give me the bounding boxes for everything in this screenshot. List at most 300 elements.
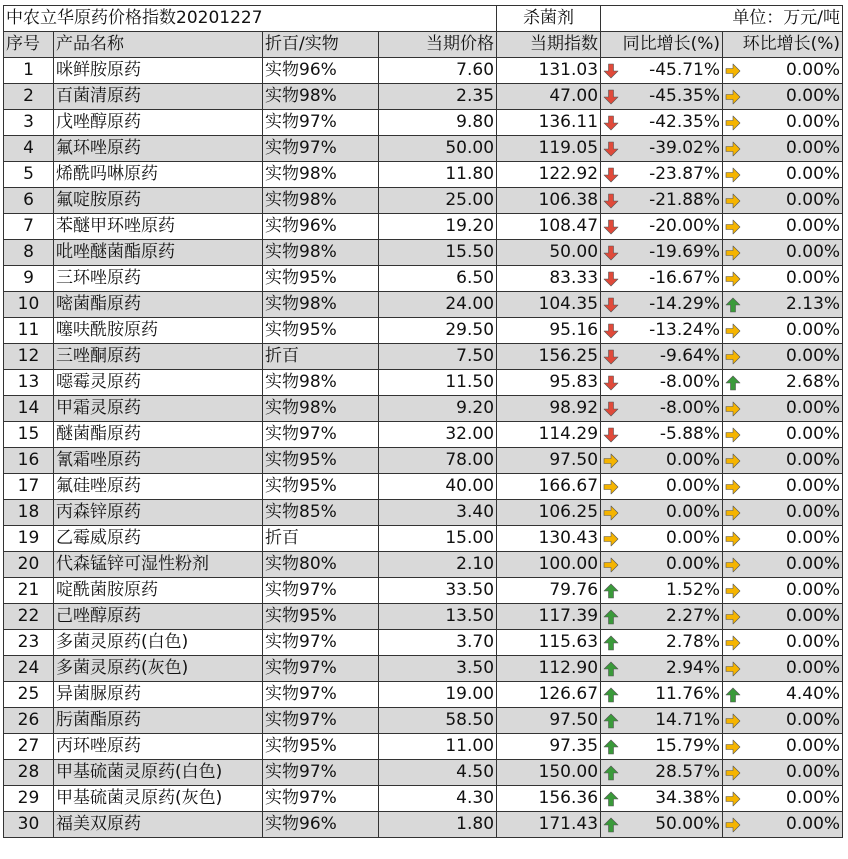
yoy-change — [601, 708, 723, 734]
product-form-text: 实物97% — [265, 424, 337, 444]
product-form-text: 实物98% — [265, 372, 337, 392]
yoy-change-text: 11.76% — [655, 684, 721, 704]
table-row — [4, 604, 843, 630]
row-no — [4, 266, 54, 292]
product-form-text: 实物95% — [265, 450, 337, 470]
product-name — [54, 448, 263, 474]
row-no — [4, 448, 54, 474]
product-form-text: 折百 — [265, 528, 299, 548]
arrow-down-icon — [603, 375, 619, 391]
mom-change — [723, 58, 843, 84]
current-index — [497, 266, 601, 292]
current-index-text: 166.67 — [538, 476, 599, 496]
arrow-down-icon — [603, 193, 619, 209]
mom-change-text: 0.00% — [786, 164, 841, 184]
product-form — [263, 708, 379, 734]
product-name — [54, 58, 263, 84]
current-index-text: 100.00 — [538, 554, 599, 574]
row-no — [4, 708, 54, 734]
table-row — [4, 370, 843, 396]
product-form-text: 实物97% — [265, 632, 337, 652]
current-price — [379, 396, 497, 422]
current-index-text: 114.29 — [538, 424, 599, 444]
current-price-text: 33.50 — [445, 580, 495, 600]
arrow-up-icon — [603, 739, 619, 755]
product-form-text: 实物98% — [265, 86, 337, 106]
current-price — [379, 240, 497, 266]
product-name-text: 噁霉灵原药 — [56, 372, 141, 392]
row-no — [4, 682, 54, 708]
mom-change — [723, 812, 843, 838]
product-name-text: 氟硅唑原药 — [56, 476, 141, 496]
yoy-change — [601, 266, 723, 292]
mom-change — [723, 760, 843, 786]
arrow-right-icon — [725, 661, 741, 677]
yoy-change — [601, 656, 723, 682]
current-price — [379, 370, 497, 396]
current-index-text: 112.90 — [538, 658, 599, 678]
product-form-text: 折百 — [265, 346, 299, 366]
row-no-text: 26 — [17, 710, 40, 730]
product-form-text: 实物95% — [265, 476, 337, 496]
arrow-right-icon — [725, 115, 741, 131]
current-price-text: 2.10 — [456, 554, 495, 574]
row-no — [4, 760, 54, 786]
row-no — [4, 396, 54, 422]
header-index: 当期指数 — [497, 32, 601, 58]
current-price — [379, 578, 497, 604]
current-index-text: 108.47 — [538, 216, 599, 236]
current-index-text: 47.00 — [549, 86, 599, 106]
table-row — [4, 214, 843, 240]
yoy-change — [601, 344, 723, 370]
current-price-text: 58.50 — [445, 710, 495, 730]
current-index — [497, 578, 601, 604]
current-price — [379, 448, 497, 474]
row-no — [4, 110, 54, 136]
current-index-text: 95.16 — [549, 320, 599, 340]
yoy-change-text: -14.29% — [649, 294, 721, 314]
row-no — [4, 136, 54, 162]
product-name — [54, 136, 263, 162]
yoy-change — [601, 110, 723, 136]
arrow-up-icon — [725, 297, 741, 313]
mom-change-text: 0.00% — [786, 320, 841, 340]
row-no-text: 3 — [23, 112, 34, 132]
product-name — [54, 266, 263, 292]
product-form-text: 实物95% — [265, 320, 337, 340]
arrow-down-icon — [603, 297, 619, 313]
mom-change — [723, 422, 843, 448]
product-form — [263, 500, 379, 526]
current-index-text: 95.83 — [549, 372, 599, 392]
product-form-text: 实物98% — [265, 164, 337, 184]
row-no — [4, 578, 54, 604]
current-price-text: 3.70 — [456, 632, 495, 652]
product-form-text: 实物97% — [265, 762, 337, 782]
current-price — [379, 266, 497, 292]
product-form — [263, 318, 379, 344]
current-index — [497, 604, 601, 630]
mom-change-text: 0.00% — [786, 762, 841, 782]
table-row — [4, 396, 843, 422]
yoy-change-text: 50.00% — [655, 814, 721, 834]
current-price — [379, 734, 497, 760]
row-no-text: 14 — [17, 398, 40, 418]
mom-change — [723, 552, 843, 578]
product-name — [54, 630, 263, 656]
yoy-change-text: 0.00% — [666, 554, 721, 574]
yoy-change-text: -8.00% — [659, 372, 721, 392]
mom-change-text: 0.00% — [786, 138, 841, 158]
product-form-text: 实物98% — [265, 242, 337, 262]
row-no-text: 18 — [17, 502, 40, 522]
yoy-change — [601, 760, 723, 786]
mom-change — [723, 318, 843, 344]
current-price — [379, 58, 497, 84]
mom-change-text: 0.00% — [786, 736, 841, 756]
current-price — [379, 214, 497, 240]
table-row — [4, 110, 843, 136]
yoy-change-text: 2.78% — [666, 632, 721, 652]
row-no — [4, 552, 54, 578]
product-form — [263, 370, 379, 396]
current-price-text: 13.50 — [445, 606, 495, 626]
current-index — [497, 734, 601, 760]
current-index — [497, 344, 601, 370]
product-form — [263, 188, 379, 214]
current-index-text: 156.25 — [538, 346, 599, 366]
row-no — [4, 630, 54, 656]
current-price — [379, 136, 497, 162]
current-index-text: 104.35 — [538, 294, 599, 314]
mom-change-text: 0.00% — [786, 580, 841, 600]
product-name-text: 丙森锌原药 — [56, 502, 141, 522]
title-row — [4, 6, 843, 32]
current-index-text: 79.76 — [549, 580, 599, 600]
table-row — [4, 656, 843, 682]
arrow-up-icon — [725, 375, 741, 391]
mom-change-text: 0.00% — [786, 112, 841, 132]
header-price: 当期价格 — [379, 32, 497, 58]
yoy-change-text: 0.00% — [666, 476, 721, 496]
product-form — [263, 526, 379, 552]
row-no — [4, 214, 54, 240]
current-price — [379, 422, 497, 448]
arrow-down-icon — [603, 167, 619, 183]
table-row — [4, 84, 843, 110]
mom-change-text: 0.00% — [786, 788, 841, 808]
mom-change-text: 2.13% — [786, 294, 841, 314]
mom-change-text: 0.00% — [786, 398, 841, 418]
product-name — [54, 162, 263, 188]
mom-change — [723, 734, 843, 760]
yoy-change-text: -8.00% — [659, 398, 721, 418]
product-form-text: 实物97% — [265, 684, 337, 704]
arrow-right-icon — [725, 505, 741, 521]
current-index — [497, 500, 601, 526]
table-row — [4, 240, 843, 266]
product-form — [263, 110, 379, 136]
row-no-text: 23 — [17, 632, 40, 652]
current-index — [497, 162, 601, 188]
arrow-right-icon — [725, 557, 741, 573]
yoy-change — [601, 370, 723, 396]
current-price — [379, 656, 497, 682]
yoy-change-text: -13.24% — [649, 320, 721, 340]
yoy-change-text: 15.79% — [655, 736, 721, 756]
unit-label: 单位：万元/吨 — [601, 6, 843, 32]
current-index — [497, 760, 601, 786]
mom-change — [723, 240, 843, 266]
current-index — [497, 656, 601, 682]
table-row — [4, 422, 843, 448]
product-form — [263, 292, 379, 318]
mom-change-text: 0.00% — [786, 528, 841, 548]
product-name-text: 己唑醇原药 — [56, 606, 141, 626]
mom-change — [723, 396, 843, 422]
current-price-text: 29.50 — [445, 320, 495, 340]
product-name — [54, 292, 263, 318]
product-name — [54, 474, 263, 500]
arrow-right-icon — [725, 453, 741, 469]
arrow-right-icon — [725, 609, 741, 625]
current-index-text: 97.50 — [549, 450, 599, 470]
product-name-text: 氟环唑原药 — [56, 138, 141, 158]
product-form-text: 实物97% — [265, 710, 337, 730]
table-row — [4, 448, 843, 474]
table-row — [4, 58, 843, 84]
mom-change-text: 0.00% — [786, 190, 841, 210]
current-index — [497, 110, 601, 136]
current-index — [497, 552, 601, 578]
current-price — [379, 682, 497, 708]
table-row — [4, 734, 843, 760]
arrow-up-icon — [603, 817, 619, 833]
product-name-text: 嘧菌酯原药 — [56, 294, 141, 314]
table-row — [4, 552, 843, 578]
product-name-text: 异菌脲原药 — [56, 684, 141, 704]
current-price — [379, 110, 497, 136]
mom-change-text: 0.00% — [786, 658, 841, 678]
row-no — [4, 318, 54, 344]
arrow-right-icon — [725, 765, 741, 781]
current-price — [379, 552, 497, 578]
product-name-text: 福美双原药 — [56, 814, 141, 834]
arrow-right-icon — [725, 245, 741, 261]
product-name — [54, 84, 263, 110]
current-price — [379, 162, 497, 188]
arrow-down-icon — [603, 245, 619, 261]
product-form-text: 实物96% — [265, 60, 337, 80]
arrow-right-icon — [725, 817, 741, 833]
product-form — [263, 812, 379, 838]
current-index-text: 171.43 — [538, 814, 599, 834]
current-index — [497, 422, 601, 448]
product-form — [263, 266, 379, 292]
arrow-up-icon — [603, 635, 619, 651]
yoy-change-text: 2.94% — [666, 658, 721, 678]
arrow-right-icon — [725, 427, 741, 443]
current-index-text: 50.00 — [549, 242, 599, 262]
current-index — [497, 396, 601, 422]
table-row — [4, 500, 843, 526]
product-form — [263, 604, 379, 630]
product-name-text: 甲基硫菌灵原药(灰色) — [56, 788, 223, 808]
product-name — [54, 500, 263, 526]
arrow-right-icon — [725, 349, 741, 365]
current-index-text: 97.50 — [549, 710, 599, 730]
current-price — [379, 84, 497, 110]
row-no — [4, 786, 54, 812]
mom-change — [723, 474, 843, 500]
current-index-text: 97.35 — [549, 736, 599, 756]
arrow-up-icon — [603, 713, 619, 729]
arrow-right-icon — [725, 791, 741, 807]
current-price — [379, 604, 497, 630]
arrow-right-icon — [725, 219, 741, 235]
product-name — [54, 552, 263, 578]
current-price-text: 11.50 — [445, 372, 495, 392]
product-form — [263, 578, 379, 604]
product-name-text: 烯酰吗啉原药 — [56, 164, 158, 184]
current-price-text: 19.00 — [445, 684, 495, 704]
yoy-change-text: 0.00% — [666, 528, 721, 548]
current-index — [497, 136, 601, 162]
current-price-text: 15.00 — [445, 528, 495, 548]
yoy-change-text: 0.00% — [666, 502, 721, 522]
product-name-text: 甲霜灵原药 — [56, 398, 141, 418]
row-no-text: 29 — [17, 788, 40, 808]
mom-change — [723, 578, 843, 604]
product-name — [54, 760, 263, 786]
yoy-change — [601, 396, 723, 422]
current-price-text: 40.00 — [445, 476, 495, 496]
table-row — [4, 812, 843, 838]
product-name-text: 代森锰锌可湿性粉剂 — [56, 554, 209, 574]
row-no-text: 17 — [17, 476, 40, 496]
mom-change-text: 0.00% — [786, 268, 841, 288]
current-price — [379, 786, 497, 812]
mom-change — [723, 266, 843, 292]
arrow-right-icon — [725, 401, 741, 417]
current-index — [497, 214, 601, 240]
mom-change — [723, 214, 843, 240]
table-row — [4, 136, 843, 162]
current-price-text: 2.35 — [456, 86, 495, 106]
current-index-text: 83.33 — [549, 268, 599, 288]
row-no — [4, 162, 54, 188]
product-name-text: 氟啶胺原药 — [56, 190, 141, 210]
yoy-change — [601, 214, 723, 240]
row-no — [4, 422, 54, 448]
row-no — [4, 292, 54, 318]
header-yoy: 同比增长(%) — [601, 32, 723, 58]
product-form-text: 实物97% — [265, 138, 337, 158]
arrow-down-icon — [603, 323, 619, 339]
mom-change-text: 0.00% — [786, 450, 841, 470]
row-no-text: 10 — [17, 294, 40, 314]
arrow-up-icon — [725, 687, 741, 703]
mom-change — [723, 292, 843, 318]
current-price-text: 24.00 — [445, 294, 495, 314]
mom-change — [723, 448, 843, 474]
product-form — [263, 630, 379, 656]
row-no — [4, 734, 54, 760]
product-name-text: 氰霜唑原药 — [56, 450, 141, 470]
row-no-text: 16 — [17, 450, 40, 470]
row-no-text: 9 — [23, 268, 34, 288]
mom-change-text: 4.40% — [786, 684, 841, 704]
mom-change — [723, 344, 843, 370]
arrow-right-icon — [725, 583, 741, 599]
table-row — [4, 318, 843, 344]
product-form-text: 实物98% — [265, 398, 337, 418]
current-index — [497, 474, 601, 500]
product-form-text: 实物98% — [265, 190, 337, 210]
row-no-text: 6 — [23, 190, 34, 210]
current-index-text: 98.92 — [549, 398, 599, 418]
product-name-text: 多菌灵原药(白色) — [56, 632, 189, 652]
product-form — [263, 162, 379, 188]
header-no: 序号 — [4, 32, 54, 58]
arrow-right-icon — [725, 271, 741, 287]
mom-change — [723, 500, 843, 526]
mom-change — [723, 708, 843, 734]
product-name-text: 丙环唑原药 — [56, 736, 141, 756]
product-form-text: 实物95% — [265, 606, 337, 626]
current-price-text: 7.50 — [456, 346, 495, 366]
product-name — [54, 396, 263, 422]
product-name-text: 百菌清原药 — [56, 86, 141, 106]
yoy-change-text: -9.64% — [659, 346, 721, 366]
row-no-text: 13 — [17, 372, 40, 392]
current-price — [379, 188, 497, 214]
current-price-text: 78.00 — [445, 450, 495, 470]
row-no — [4, 656, 54, 682]
mom-change — [723, 526, 843, 552]
current-price-text: 19.20 — [445, 216, 495, 236]
arrow-down-icon — [603, 141, 619, 157]
arrow-right-icon — [725, 713, 741, 729]
yoy-change-text: 0.00% — [666, 450, 721, 470]
row-no — [4, 500, 54, 526]
row-no — [4, 474, 54, 500]
current-index-text: 106.25 — [538, 502, 599, 522]
current-index — [497, 448, 601, 474]
mom-change-text: 0.00% — [786, 502, 841, 522]
yoy-change-text: 34.38% — [655, 788, 721, 808]
product-form — [263, 786, 379, 812]
table-row — [4, 786, 843, 812]
yoy-change-text: 14.71% — [655, 710, 721, 730]
table-row — [4, 344, 843, 370]
product-name-text: 戊唑醇原药 — [56, 112, 141, 132]
yoy-change — [601, 500, 723, 526]
table-title: 中农立华原药价格指数20201227 — [4, 6, 497, 32]
current-index — [497, 630, 601, 656]
row-no — [4, 604, 54, 630]
current-price — [379, 812, 497, 838]
arrow-right-icon — [725, 141, 741, 157]
product-form-text: 实物97% — [265, 580, 337, 600]
table-row — [4, 630, 843, 656]
yoy-change-text: -39.02% — [649, 138, 721, 158]
mom-change-text: 0.00% — [786, 476, 841, 496]
yoy-change-text: -20.00% — [649, 216, 721, 236]
product-name-text: 苯醚甲环唑原药 — [56, 216, 175, 236]
current-index — [497, 240, 601, 266]
